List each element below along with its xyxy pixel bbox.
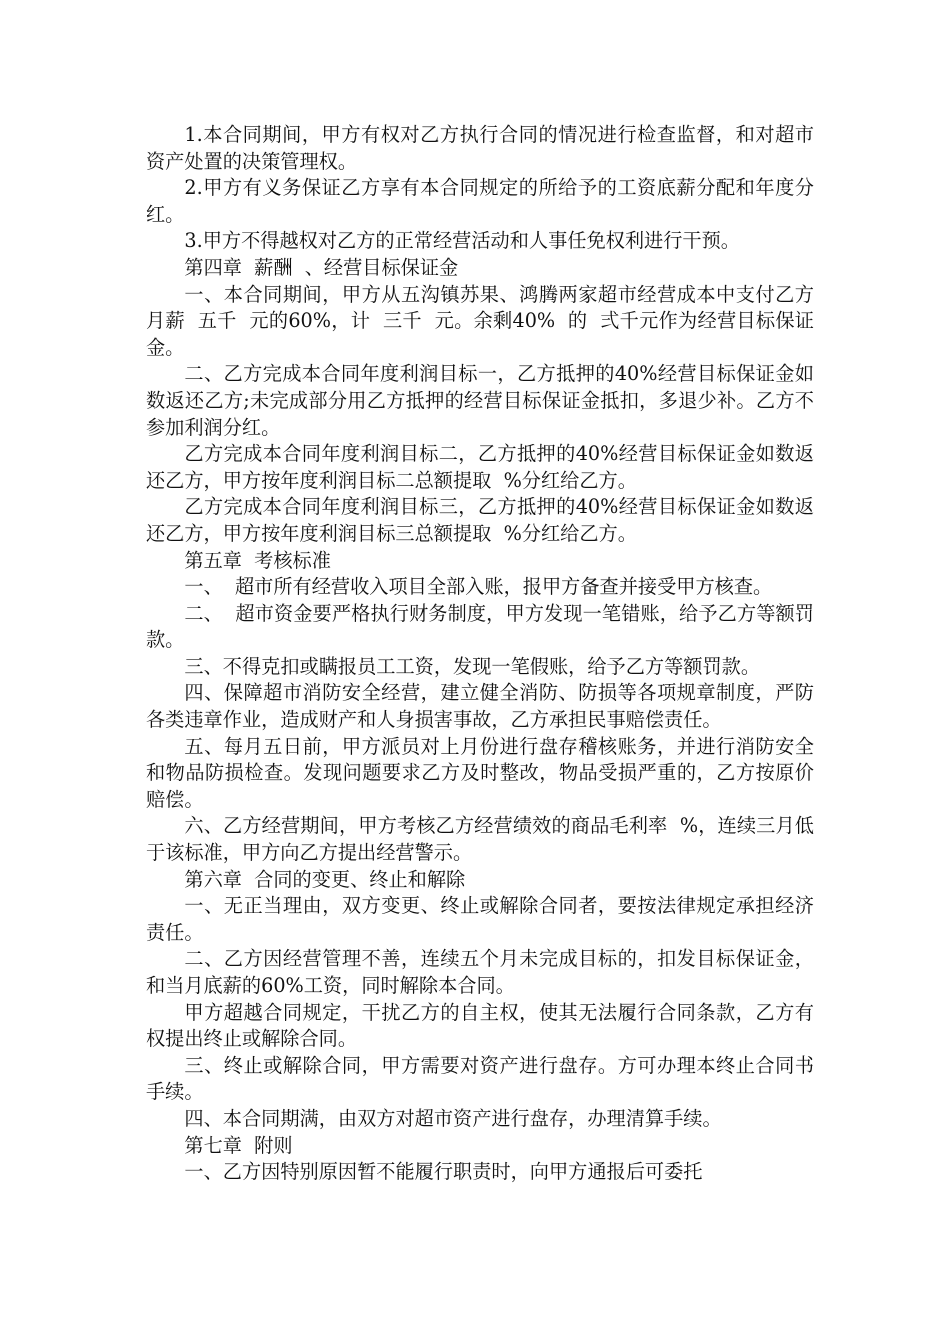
paragraph-clause-3: 3.甲方不得越权对乙方的正常经营活动和人事任免权利进行干预。 xyxy=(184,229,740,253)
paragraph-ch4-item-1: 一、本合同期间，甲方从五沟镇苏果、鸿腾两家超市经营成本中支付乙方月薪 五千 元的60%，计 三千 元。余剩40% 的 弍千元作为经营目标保证金。 xyxy=(146,282,814,359)
paragraph-ch6-item-2: 二、乙方因经营管理不善，连续五个月未完成目标的，扣发目标保证金，和当月底薪的60%工资，同时解除本合同。 xyxy=(146,947,814,997)
paragraph-ch6-item-3: 三、终止或解除合同，甲方需要对资产进行盘存。方可办理本终止合同书手续。 xyxy=(146,1053,814,1104)
paragraph-ch4-target-2: 乙方完成本合同年度利润目标二，乙方抵押的40%经营目标保证金如数返还乙方，甲方按年度利润目标二总额提取 %分红给乙方。 xyxy=(146,442,814,492)
paragraph-ch4-target-3: 乙方完成本合同年度利润目标三，乙方抵押的40%经营目标保证金如数返还乙方，甲方按年度利润目标三总额提取 %分红给乙方。 xyxy=(146,495,814,545)
chapter-5-heading: 第五章 考核标准 xyxy=(184,548,331,572)
paragraph-ch5-item-5: 五、每月五日前，甲方派员对上月份进行盘存稽核账务，并进行消防安全和物品防损检查。发现问题要求乙方及时整改，物品受损严重的，乙方按原价赔偿。 xyxy=(146,734,814,811)
paragraph-ch5-item-3: 三、不得克扣或瞒报员工工资，发现一笔假账，给予乙方等额罚款。 xyxy=(184,654,761,678)
paragraph-ch5-item-6: 六、乙方经营期间，甲方考核乙方经营绩效的商品毛利率 %，连续三月低于该标准，甲方向乙方提出经营警示。 xyxy=(146,814,814,865)
chapter-6-heading: 第六章 合同的变更、终止和解除 xyxy=(184,867,466,891)
paragraph-ch7-item-1: 一、乙方因特别原因暂不能履行职责时，向甲方通报后可委托 xyxy=(184,1160,703,1184)
paragraph-clause-2: 2.甲方有义务保证乙方享有本合同规定的所给予的工资底薪分配和年度分红。 xyxy=(146,176,814,226)
paragraph-ch6-item-4: 四、本合同期满，由双方对超市资产进行盘存，办理清算手续。 xyxy=(184,1106,722,1130)
paragraph-ch6-item-1: 一、无正当理由，双方变更、终止或解除合同者，要按法律规定承担经济责任。 xyxy=(146,894,814,944)
paragraph-ch5-item-2: 二、 超市资金要严格执行财务制度，甲方发现一笔错账，给予乙方等额罚款。 xyxy=(146,601,814,652)
contract-text xyxy=(146,122,814,1186)
paragraph-ch5-item-4: 四、保障超市消防安全经营，建立健全消防、防损等各项规章制度，严防各类违章作业，造成财产和人身损害事故，乙方承担民事赔偿责任。 xyxy=(146,681,814,732)
chapter-4-heading: 第四章 薪酬 、经营目标保证金 xyxy=(184,255,459,279)
paragraph-ch6-party-a: 甲方超越合同规定，干扰乙方的自主权，使其无法履行合同条款，乙方有权提出终止或解除合同。 xyxy=(146,1000,814,1051)
paragraph-ch5-item-1: 一、 超市所有经营收入项目全部入账，报甲方备查并接受甲方核查。 xyxy=(184,575,773,599)
chapter-7-heading: 第七章 附则 xyxy=(184,1133,293,1157)
paragraph-ch4-item-2: 二、乙方完成本合同年度利润目标一，乙方抵押的40%经营目标保证金如数返还乙方;未完成部分用乙方抵押的经营目标保证金抵扣，多退少补。乙方不参加利润分红。 xyxy=(146,362,814,439)
paragraph-clause-1: 1.本合同期间，甲方有权对乙方执行合同的情况进行检查监督，和对超市资产处置的决策管理权。 xyxy=(146,123,814,173)
